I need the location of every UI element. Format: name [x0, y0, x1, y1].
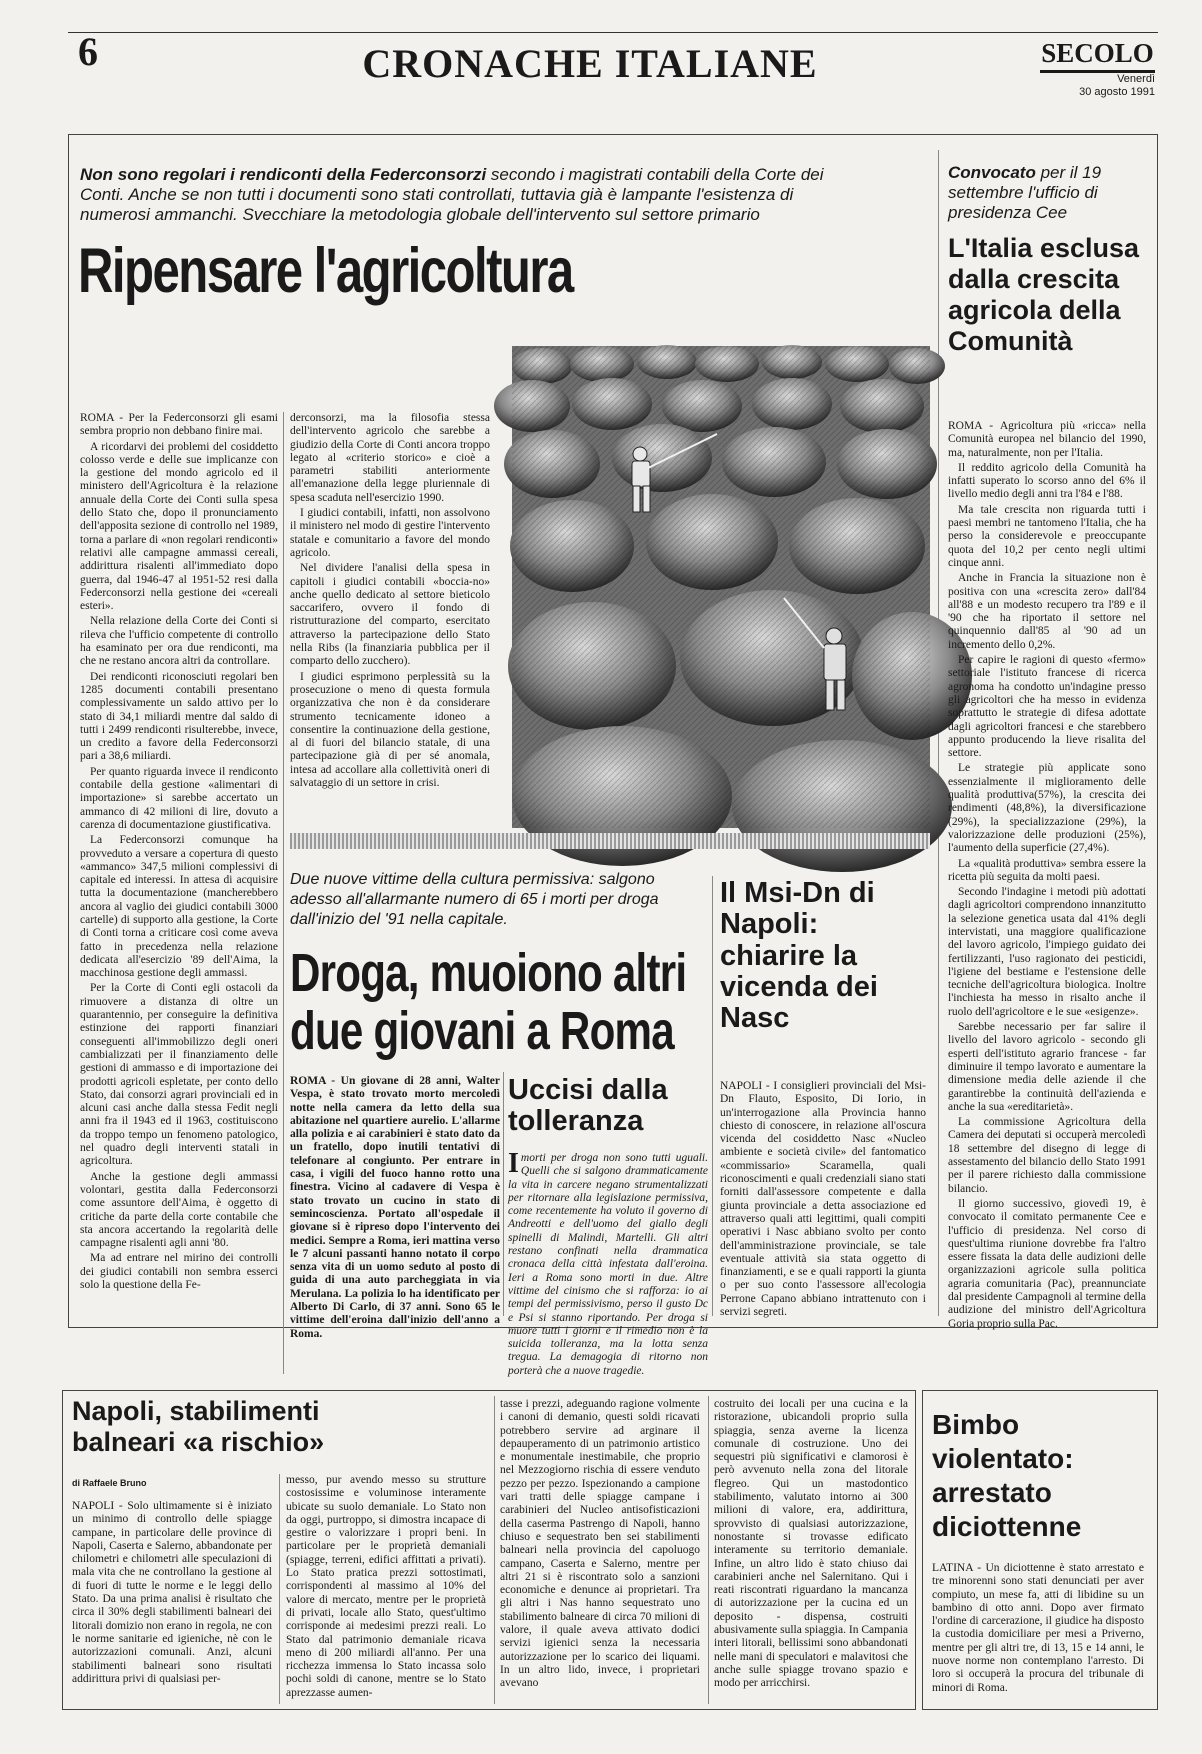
main-col2-p1: derconsorzi, ma la filosofia stessa dell'intervento agricolo che sarebbe a giudizio della Corte di Conti ancora troppo legato al «criterio storico» e cioè a parametri stabiliti anteriormente all'emanazione della legge pluriennale di spesa scaduta nell'esercizio 1990. [290, 412, 490, 504]
column-rule [279, 1474, 280, 1704]
cee-headline: L'Italia esclusa dalla crescita agricola della Comunità [948, 233, 1140, 356]
cee-p1: ROMA - Agricoltura più «ricca» nella Comunità europea nel bilancio del 1990, ma, naturalmente, non per l'Italia. [948, 420, 1146, 459]
cee-kicker-bold: Convocato [948, 163, 1036, 182]
header-rule [68, 32, 1158, 33]
main-col1-p3: Nella relazione della Corte dei Conti si rileva che l'ufficio competente di controllo ha esaminato per ora due rendiconti, ma che ne restano ancora altri da controllare. [80, 615, 278, 668]
cee-kicker [948, 163, 1148, 223]
column-rule [283, 412, 284, 1374]
napoli-column-1: NAPOLI - Solo ultimamente si è iniziato un minimo di controllo delle spiagge campane, in particolare delle province di Napoli, Caserta e Salerno, abbandonate per chilometri e chilometri alle speculazioni di mala vita che ne controllano la gestione al di fuori di tutte le norme e le leggi dello Stato. Da una prima analisi è risultato che circa il 30% degli stabilimenti balneari dei litorali domizio non erano in regola, ne con le norme sanitarie ed igieniche, nè con le autorizzazioni comunali. Anzi, alcuni stabilimenti balneari sono risultati addirittura privi di qualsiasi per- [72, 1500, 272, 1685]
main-col1-p2: A ricordarvi dei problemi del cosiddetto colosso verde e delle sue implicanze con la gestione del mondo agricolo ed il ministero dell'Agricoltura è la relazione annuale della Corte dei Conti sulla spesa dello Stato che, dopo il pronunciamento dell'apposita sezione di controllo nel 1989, torna a parlare di «non regolari rendiconti» relativi alle campagne ammassi cereali, addirittura risalenti all'immediato dopo guerra, dal 1946-47 al 1951-52 resi dalla Federconsorzi nella gestione dei «cereali esteri». [80, 440, 278, 613]
cee-p10: La commissione Agricoltura della Camera dei deputati si occuperà mercoledì 18 settembre del disegno di legge di assestamento del bilancio dello Stato 1991 per il parere richiesto dalla commissione bilancio. [948, 1116, 1146, 1195]
main-col2-p3: Nel dividere l'analisi della spesa in capitoli i giudici contabili «boccia-no» anche quello dedicato al settore bieticolo saccarifero, ovvero il fondo di ristrutturazione del comparto, esercitato attraverso la partecipazione dello Stato nella Ribs (la finanziaria pubblica per il comparto dello zucchero). [290, 562, 490, 668]
napoli-column-4: costruito dei locali per una cucina e la ristorazione, ubicandoli proprio sulla spiaggia, senza averne la licenza comunale di costruzione. Uno dei sequestri più significativi e clamorosi è però avvenuto nella zona del litorale flegreo. Qui un mastodontico stabilimento, valutato intorno ai 300 milioni di valore, era, addirittura, sprovvisto di qualsiasi autorizzazione, nonostante si trovasse edificato interamente su territorio demaniale. Infine, un altro lido è stato chiuso dai carabinieri anche nel Salernitano. Qui i reati riscontrati riguardano la mancanza di autorizzazione per la cucina ed un deposito - dispensa, costruiti abusivamente sulla spiaggia. In Campania interi litorali, bellissimi sono abbandonati nelle mani di speculatori e malavitosi che anche sulle spiagge trovano spazio e modo per arricchirsi. [714, 1398, 908, 1690]
droga-kicker: Due nuove vittime della cultura permissiva: salgono adesso all'allarmante numero di 65 i morti per droga dall'inizio del '91 nella capitale. [290, 871, 659, 928]
column-rule [503, 1072, 504, 1316]
main-article-column-1 [80, 412, 278, 1374]
column-rule [708, 1396, 709, 1704]
column-rule [712, 876, 713, 1316]
issue-day: Venerdì [1117, 73, 1155, 85]
cee-p5: Per capire le ragioni di questo «fermo» settoriale l'istituto francese di ricerca agronoma ha condotto un'indagine presso gli agricoltori che ha messo in evidenza soprattutto le strategie di difesa adottate dagli agricoltori francesi e che starebbero appunto producendo la lieve risalita del settore. [948, 654, 1146, 760]
main-kicker [80, 165, 840, 225]
column-rule [494, 1396, 495, 1704]
msi-body: NAPOLI - I consiglieri provinciali del Msi-Dn Flauto, Esposito, Di Iorio, in un'interrogazione alla Provincia hanno chiesto di conoscere, in relazione all'oscura vicenda del cosiddetto Nasc «Nucleo ambiente e società civile» del fantomatico «commissario» Scaramella, quali riconoscimenti e quali credenziali siano stati forniti dall'assessore competente e dalla giunta provinciale a detta associazione ed attraverso quali atti legittimi, quali compiti operativi i Nasc abbiano svolto per conto dell'amministrazione provinciale, se tale eventuale attività sia stata oggetto di finanziamenti, e se e quali rapporti la giunta o per suo conto l'assessore all'ecologia Perrone Capano abbiano intrattenuto con i servizi segreti. [720, 1080, 926, 1319]
droga-body: ROMA - Un giovane di 28 anni, Walter Vespa, è stato trovato morto mercoledì notte nella camera da letto della sua abitazione nel quartiere aurelio. L'allarme alla polizia e ai carabinieri è stato dato da un fratello, dopo inutili tentativi di telefonare al congiunto. Per entrare in casa, i vigili del fuoco hanno rotto una finestra. Vicino al cadavere di Vespa è stato trovato un cucino in stato di semincoscienza. Portato all'ospedale il giovane si è ripreso dopo l'intervento dei medici. Sempre a Roma, ieri mattina verso le 7 alcuni passanti hanno notato il corpo senza vita di un uomo seduto al posto di guida di una auto parcheggiata in via Merulana. La polizia lo ha identificato per Alberto Di Carlo, di 37 anni. Sono 65 le vittime dell'eroina dall'inizio dell'anno a Roma. [290, 1075, 500, 1340]
main-col2-p4: I giudici esprimono perplessità su la prosecuzione o meno di questa formula organizzativa che non è da considerare strumento tecnicamente idoneo a consentire la continuazione della gestione, al di fuori del bilancio statale, di una partecipazione già di per sé anomala, intesa ad accollare alla collettività oneri di salvataggio di un settore in crisi. [290, 670, 490, 790]
separator-band [290, 833, 930, 849]
main-col1-p1: ROMA - Per la Federconsorzi gli esami sembra proprio non debbano finire mai. [80, 412, 278, 438]
cee-p9: Sarebbe necessario per far salire il livello del lavoro agricolo - secondo gli esperti dell'istituto agrario francese - far diminuire il tempo lavorato e aumentare la dimensione media delle aziende il che garantirebbe la continuità dell'azienda e anche la sua «ereditarietà». [948, 1021, 1146, 1113]
main-col1-p8: Anche la gestione degli ammassi volontari, gestita dalla Federconsorzi come assuntore dell'Aima, è oggetto di critiche da parte della corte contabile che sta ancora accertando la regolarità delle campagne risalenti agli anni '80. [80, 1170, 278, 1250]
bimbo-body: LATINA - Un diciottenne è stato arrestato e tre minorenni sono stati denunciati per aver compiuto, un mese fa, atti di libidine su un bambino di otto anni. Dopo aver firmato l'ordine di carcerazione, il giudice ha disposto la custodia domiciliare per mesi a Priverno, mentre per gli altri tre, di 13, 15 e 14 anni, le nuove norme non contemplano l'arresto. Di loro si occuperà la procura del tribunale di minori di Roma. [932, 1562, 1144, 1694]
haystack-photo [512, 346, 930, 828]
cee-p4: Anche in Francia la situazione non è positiva con una «crescita zero» dall'84 all'88 e un modesto recupero tra l'89 e il '90 che ha riportato il settore nel quinquennio dall'85 al '90 ad un incremento dello 0,2%. [948, 572, 1146, 651]
msi-headline: Il Msi-Dn di Napoli: chiarire la vicenda dei Nasc [720, 877, 878, 1035]
main-col1-p6: La Federconsorzi comunque ha provveduto a versare a copertura di questo «ammanco» 347,5 milioni complessivi di capitale ed interessi. In attesa di acquisire tutta la documentazione (mancherebbero ancora al vaglio dei giudici contabili 3000 cartelle) di supporto alla gestione, la Corte di Conti torna a criticare così come aveva fatto in precedenza nella relazione dedicata all'esercizio '89 dell'Aima, la macchinosa gestione degli ammassi. [80, 834, 278, 980]
tolleranza-text: morti per droga non sono tutti uguali. Quelli che si salgono drammaticamente la vita in carcere negano strumentalizzati per ritornare alla legislazione permissiva, come recentemente ha voluto il governo di Andreotti e dell'uomo del giallo degli spinelli di Malindi, Martelli. Gli altri restano confinati nella drammatica cronaca della città infestata dall'eroina. Ieri a Roma sono morti in due. Altre vittime del cinismo che si rafforza: io ai tempi del permissivismo, perso il gusto Dc e Psi si stanno riportando. Per droga si muore tutti i giorni e il rimedio non è la suicida tolleranza, ma la lotta senza tregua. La demagogia di ritorno non porterà che a nuove tragedie. [508, 1152, 708, 1377]
main-article-column-2 [290, 412, 490, 822]
issue-date: 30 agosto 1991 [1079, 86, 1155, 98]
haystack-photo-graphic [512, 346, 930, 828]
masthead-logo: SECOLO [1040, 36, 1155, 73]
masthead [1040, 36, 1155, 99]
napoli-column-2: messo, pur avendo messo su strutture costosissime e voluminose interamente ubicate su suolo demaniale. Lo Stato non da oggi, purtroppo, si dimostra incapace di gestire o valorizzare i propri beni. In particolare per le proprietà demaniali (spiagge, terreni, edifici affittati a privati). Lo Stato pratica prezzi sottostimati, corrispondenti al massimo al 10% del valore di mercato, mentre per le proprietà di privati, locale allo Stato, quest'ultimo corrisponde ai medesimi prezzi reali. Lo Stato dal patrimonio demaniale ricava meno di 200 miliardi all'anno. Per una ricchezza immensa lo Stato incassa solo pochi soldi di canone, mentre se lo Stato aprezzasse aumen- [286, 1474, 486, 1699]
tolleranza-dropcap: I [508, 1148, 519, 1179]
cee-kicker-text: per il 19 settembre l'ufficio di presidenza Cee [948, 163, 1102, 222]
cee-p2: Il reddito agricolo della Comunità ha infatti superato lo scorso anno del 6% il livello medio degli anni tra l'84 e l'88. [948, 461, 1146, 501]
droga-headline: Droga, muoiono altri due giovani a Roma [290, 943, 687, 1061]
section-title: CRONACHE ITALIANE [362, 41, 818, 86]
cee-p6: Le strategie più applicate sono essenzialmente il miglioramento delle qualità produttiva(57%), la crescita dei rendimenti (48,8%), la diversificazione (29%), la specializzazione (29%), la valorizzazione delle produzioni (25%), l'aumento della superficie (27,4%). [948, 762, 1146, 855]
cee-p11: Il giorno successivo, giovedì 19, è convocato il comitato permanente Cee e l'ufficio di presidenza. Nel corso di quest'ultima riunione dovrebbe fra l'altro essere fissata la data delle audizioni delle organizzazioni agricole sulla politica agraria comunitaria (Pac), preannunciate dal presidente Campagnoli al termine della audizione del ministro dell'Agricoltura Goria proprio sulla Pac. [948, 1197, 1146, 1330]
cee-p7: La «qualità produttiva» sembra essere la ricetta più seguita da molti paesi. [948, 857, 1146, 883]
cee-p8: Secondo l'indagine i metodi più adottati dagli agricoltori comprendono innanzitutto la selezione genetica usata dal 41% degli intervistati, una maggiore qualificazione del lavoro agricolo, l'impiego guidato dei fertilizzanti, l'uso ragionato dei pesticidi, l'igiene del bestiame e l'estensione delle tecniche dell'agricoltura biologica. Inoltre l'inchiesta ha messo in risalto anche il ruolo dell'agricoltore e le sue «esigenze». [948, 886, 1146, 1018]
main-headline: Ripensare l'agricoltura [78, 236, 573, 306]
tolleranza-headline: Uccisi dalla tolleranza [508, 1074, 668, 1138]
main-col1-p7: Per la Corte di Conti egli ostacoli da rimuovere a distanza di oltre un quarantennio, per conseguire la definitiva estinzione dei rapporti finanziari conseguenti all'immobilizzo degli oneri cambializzati per il finanziamento delle gestioni di ammasso e di importazione dei prodotti agricoli espletate, per conto dello Stato, dai consorzi agrari provinciali ed in alcuni casi anche dalla stessa Fedit negli anni fra il 1943 ed il 1963, costituiscono da troppo tempo un fenomeno patologico, nel quadro degli interventi statali in agricoltura. [80, 982, 278, 1168]
cee-body [948, 420, 1146, 1330]
napoli-column-3: tasse i prezzi, adeguando ragione volmente i canoni di demanio, questi soldi ricavati potrebbero servire ad arginare il depauperamento di un patrimonio artistico e monumentale inestimabile, che proprio nel Mezzogiorno rischia di essere venduto pezzo per pezzo. Ispezionando a campione vari tratti delle spiagge campane i carabinieri del Nucleo antisofisticazioni della caserma Pastrengo di Napoli, hanno chiuso e sequestrato ben sei stabilimenti balneari nella provincia del capoluogo campano, Caserta e Salerno, mentre per altri 21 si è riscontrato solo a sanzioni economiche e denunce ai proprietari. Tra gli altri i Nas hanno sequestrato uno stabilimento balneare di circa 70 milioni di valore, il quale aveva attivato dodici servizi igienici senza la necessaria autorizzazione per lo scarico dei liquami. In un altro lido, invece, i proprietari avevano [500, 1398, 700, 1690]
page-number: 6 [78, 29, 98, 74]
napoli-headline: Napoli, stabilimenti balneari «a rischio» [72, 1396, 325, 1457]
main-kicker-bold: Non sono regolari i rendiconti della Federconsorzi [80, 165, 487, 184]
bimbo-headline: Bimbo violentato: arrestato diciottenne [932, 1409, 1082, 1542]
main-col2-p2: I giudici contabili, infatti, non assolvono il ministero nel modo di gestire l'intervento statale e comunitario a favore del mondo agricolo. [290, 507, 490, 559]
main-col1-p4: Dei rendiconti riconosciuti regolari ben 1285 documenti contabili presentano complessivamente un saldo attivo per lo stato di 34,1 miliardi mentre dal saldo di tutti i 2499 rendiconti risulterebbe, invece, un credito a favore della Federconsorzi pari a 38,6 miliardi. [80, 670, 278, 763]
tolleranza-body [508, 1148, 708, 1377]
main-kicker-text: secondo i magistrati contabili della Corte dei Conti. Anche se non tutti i documenti sono stati controllati, tuttavia già è lampante l'esistenza di numerosi ammanchi. Svecchiare la metodologia globale dell'intervento sul settore primario [80, 165, 824, 224]
napoli-byline: di Raffaele Bruno [72, 1478, 147, 1488]
main-col1-p9: Ma ad entrare nel mirino dei controlli dei giudici contabili non sembra esserci solo la questione della Fe- [80, 1252, 278, 1291]
main-col1-p5: Per quanto riguarda invece il rendiconto contabile della gestione «alimentari di importazione» si sarebbe accertato un ammanco di 42 milioni di lire, dovuto a carenza di documentazione giustificativa. [80, 765, 278, 831]
cee-p3: Ma tale crescita non riguarda tutti i paesi membri ne tantomeno l'Italia, che ha perso la considerevole e preoccupante quota del 10,2 per cento negli ultimi cinque anni. [948, 503, 1146, 569]
